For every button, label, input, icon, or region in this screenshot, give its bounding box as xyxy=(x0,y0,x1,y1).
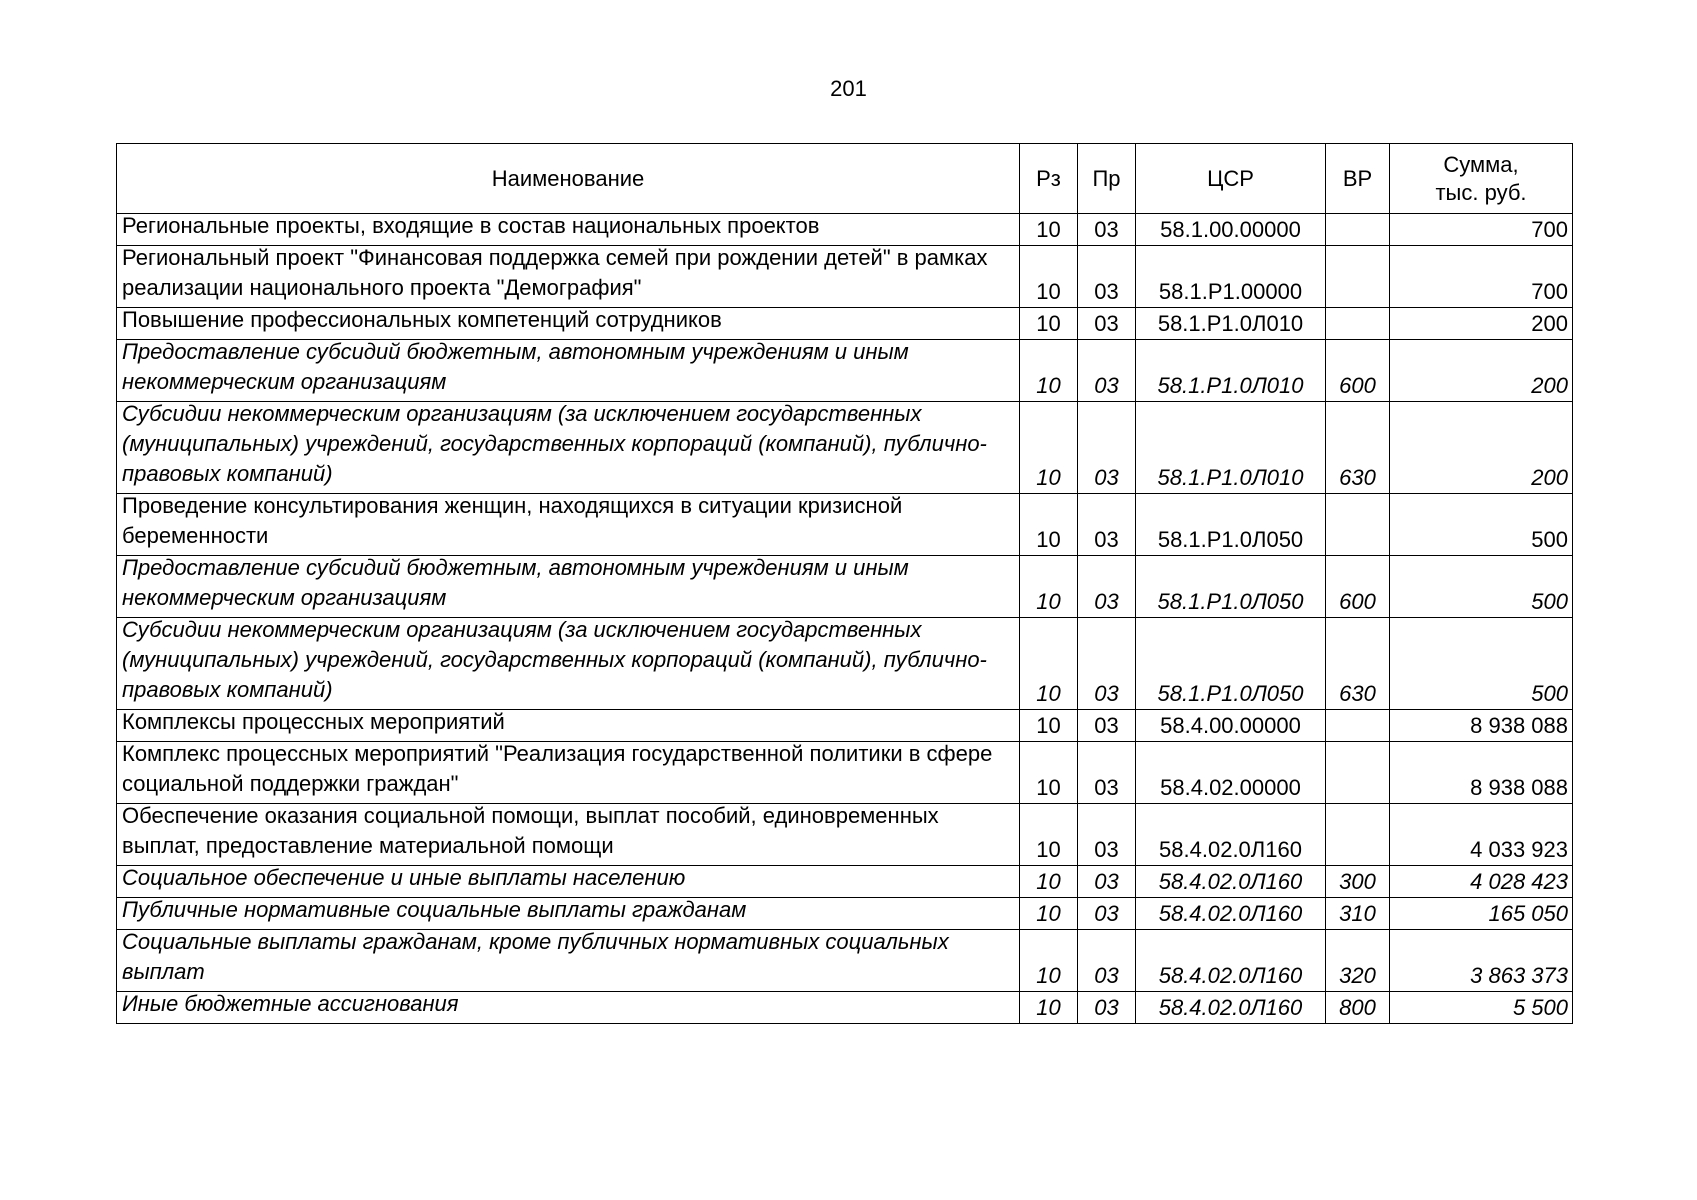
cell-name xyxy=(117,246,1020,308)
table-row xyxy=(117,710,1573,742)
cell-csr: 58.1.Р1.0Л050 xyxy=(1136,618,1326,710)
table-header-row xyxy=(117,144,1573,214)
cell-csr: 58.1.Р1.0Л010 xyxy=(1136,340,1326,402)
cell-csr: 58.1.Р1.00000 xyxy=(1136,246,1326,308)
cell-sum: 8 938 088 xyxy=(1390,710,1573,742)
cell-rz: 10 xyxy=(1020,930,1078,992)
cell-pr: 03 xyxy=(1078,866,1136,898)
cell-csr: 58.4.00.00000 xyxy=(1136,710,1326,742)
cell-name xyxy=(117,340,1020,402)
cell-sum: 200 xyxy=(1390,340,1573,402)
row-name-text: Предоставление субсидий бюджетным, автономным учреждениям и иным некоммерческим организациям xyxy=(122,339,909,394)
header-rz: Рз xyxy=(1020,144,1078,214)
row-name-text: Публичные нормативные социальные выплаты гражданам xyxy=(122,897,747,922)
cell-vr: 310 xyxy=(1326,898,1390,930)
cell-sum: 5 500 xyxy=(1390,992,1573,1024)
budget-table xyxy=(116,143,1573,1024)
table-row xyxy=(117,494,1573,556)
cell-sum: 4 028 423 xyxy=(1390,866,1573,898)
cell-csr: 58.1.Р1.0Л050 xyxy=(1136,556,1326,618)
cell-pr: 03 xyxy=(1078,618,1136,710)
row-name-text: Предоставление субсидий бюджетным, автономным учреждениям и иным некоммерческим организациям xyxy=(122,555,909,610)
header-vr: ВР xyxy=(1326,144,1390,214)
cell-sum: 200 xyxy=(1390,308,1573,340)
cell-csr: 58.4.02.0Л160 xyxy=(1136,804,1326,866)
row-name-text: Региональный проект "Финансовая поддержка семей при рождении детей" в рамках реализации национального проекта "Демография" xyxy=(122,245,988,300)
cell-sum: 8 938 088 xyxy=(1390,742,1573,804)
cell-name xyxy=(117,898,1020,930)
cell-pr: 03 xyxy=(1078,742,1136,804)
cell-rz: 10 xyxy=(1020,618,1078,710)
cell-vr: 800 xyxy=(1326,992,1390,1024)
cell-pr: 03 xyxy=(1078,308,1136,340)
cell-rz: 10 xyxy=(1020,494,1078,556)
cell-pr: 03 xyxy=(1078,804,1136,866)
cell-vr xyxy=(1326,494,1390,556)
cell-vr: 630 xyxy=(1326,402,1390,494)
cell-name xyxy=(117,308,1020,340)
cell-rz: 10 xyxy=(1020,898,1078,930)
cell-vr: 320 xyxy=(1326,930,1390,992)
table-row xyxy=(117,618,1573,710)
row-name-text: Комплексы процессных мероприятий xyxy=(122,709,505,734)
cell-rz: 10 xyxy=(1020,214,1078,246)
cell-sum: 700 xyxy=(1390,214,1573,246)
cell-sum: 700 xyxy=(1390,246,1573,308)
cell-name xyxy=(117,214,1020,246)
table-row xyxy=(117,930,1573,992)
row-name-text: Повышение профессиональных компетенций сотрудников xyxy=(122,307,722,332)
row-name-text: Субсидии некоммерческим организациям (за исключением государственных (муниципальных) учреждений, государственных корпораций (компаний), публично-правовых компаний) xyxy=(122,401,987,486)
cell-name xyxy=(117,992,1020,1024)
cell-vr: 600 xyxy=(1326,340,1390,402)
cell-rz: 10 xyxy=(1020,710,1078,742)
row-name-text: Иные бюджетные ассигнования xyxy=(122,991,459,1016)
cell-name xyxy=(117,402,1020,494)
cell-rz: 10 xyxy=(1020,742,1078,804)
cell-csr: 58.4.02.00000 xyxy=(1136,742,1326,804)
cell-rz: 10 xyxy=(1020,402,1078,494)
cell-name xyxy=(117,930,1020,992)
table-row xyxy=(117,804,1573,866)
row-name-text: Социальное обеспечение и иные выплаты населению xyxy=(122,865,686,890)
cell-pr: 03 xyxy=(1078,246,1136,308)
cell-name xyxy=(117,618,1020,710)
cell-sum: 500 xyxy=(1390,556,1573,618)
cell-rz: 10 xyxy=(1020,556,1078,618)
row-name-text: Субсидии некоммерческим организациям (за исключением государственных (муниципальных) учреждений, государственных корпораций (компаний), публично-правовых компаний) xyxy=(122,617,987,702)
cell-pr: 03 xyxy=(1078,898,1136,930)
cell-csr: 58.4.02.0Л160 xyxy=(1136,866,1326,898)
row-name-text: Проведение консультирования женщин, находящихся в ситуации кризисной беременности xyxy=(122,493,903,548)
cell-sum: 165 050 xyxy=(1390,898,1573,930)
cell-name xyxy=(117,494,1020,556)
table-row xyxy=(117,340,1573,402)
cell-csr: 58.1.Р1.0Л010 xyxy=(1136,402,1326,494)
cell-name xyxy=(117,866,1020,898)
table-row xyxy=(117,246,1573,308)
cell-sum: 500 xyxy=(1390,494,1573,556)
cell-vr xyxy=(1326,804,1390,866)
table-row xyxy=(117,742,1573,804)
cell-rz: 10 xyxy=(1020,308,1078,340)
cell-sum: 3 863 373 xyxy=(1390,930,1573,992)
header-pr: Пр xyxy=(1078,144,1136,214)
table-row xyxy=(117,866,1573,898)
cell-name xyxy=(117,804,1020,866)
cell-csr: 58.1.Р1.0Л010 xyxy=(1136,308,1326,340)
cell-vr xyxy=(1326,246,1390,308)
cell-pr: 03 xyxy=(1078,214,1136,246)
table-row xyxy=(117,214,1573,246)
cell-vr: 630 xyxy=(1326,618,1390,710)
table-row xyxy=(117,402,1573,494)
cell-pr: 03 xyxy=(1078,340,1136,402)
cell-rz: 10 xyxy=(1020,804,1078,866)
cell-vr xyxy=(1326,308,1390,340)
cell-sum: 200 xyxy=(1390,402,1573,494)
cell-name xyxy=(117,710,1020,742)
cell-pr: 03 xyxy=(1078,992,1136,1024)
cell-pr: 03 xyxy=(1078,710,1136,742)
table-body xyxy=(117,214,1573,1024)
table-row xyxy=(117,308,1573,340)
row-name-text: Обеспечение оказания социальной помощи, выплат пособий, единовременных выплат, предоставление материальной помощи xyxy=(122,803,939,858)
row-name-text: Комплекс процессных мероприятий "Реализация государственной политики в сфере социальной поддержки граждан" xyxy=(122,741,993,796)
cell-name xyxy=(117,742,1020,804)
header-sum: Сумма, тыс. руб. xyxy=(1390,144,1573,214)
cell-vr xyxy=(1326,742,1390,804)
cell-csr: 58.4.02.0Л160 xyxy=(1136,930,1326,992)
cell-csr: 58.4.02.0Л160 xyxy=(1136,898,1326,930)
cell-csr: 58.1.00.00000 xyxy=(1136,214,1326,246)
table-row xyxy=(117,556,1573,618)
cell-pr: 03 xyxy=(1078,494,1136,556)
cell-pr: 03 xyxy=(1078,556,1136,618)
cell-sum: 500 xyxy=(1390,618,1573,710)
cell-rz: 10 xyxy=(1020,246,1078,308)
cell-sum: 4 033 923 xyxy=(1390,804,1573,866)
row-name-text: Региональные проекты, входящие в состав национальных проектов xyxy=(122,213,820,238)
cell-vr xyxy=(1326,710,1390,742)
page-number: 201 xyxy=(830,76,867,101)
cell-vr: 300 xyxy=(1326,866,1390,898)
header-name: Наименование xyxy=(117,144,1020,214)
cell-vr xyxy=(1326,214,1390,246)
cell-rz: 10 xyxy=(1020,340,1078,402)
table-row xyxy=(117,898,1573,930)
cell-pr: 03 xyxy=(1078,930,1136,992)
table-row xyxy=(117,992,1573,1024)
cell-vr: 600 xyxy=(1326,556,1390,618)
cell-rz: 10 xyxy=(1020,866,1078,898)
cell-name xyxy=(117,556,1020,618)
cell-rz: 10 xyxy=(1020,992,1078,1024)
cell-csr: 58.1.Р1.0Л050 xyxy=(1136,494,1326,556)
header-csr: ЦСР xyxy=(1136,144,1326,214)
cell-csr: 58.4.02.0Л160 xyxy=(1136,992,1326,1024)
row-name-text: Социальные выплаты гражданам, кроме публичных нормативных социальных выплат xyxy=(122,929,949,984)
cell-pr: 03 xyxy=(1078,402,1136,494)
